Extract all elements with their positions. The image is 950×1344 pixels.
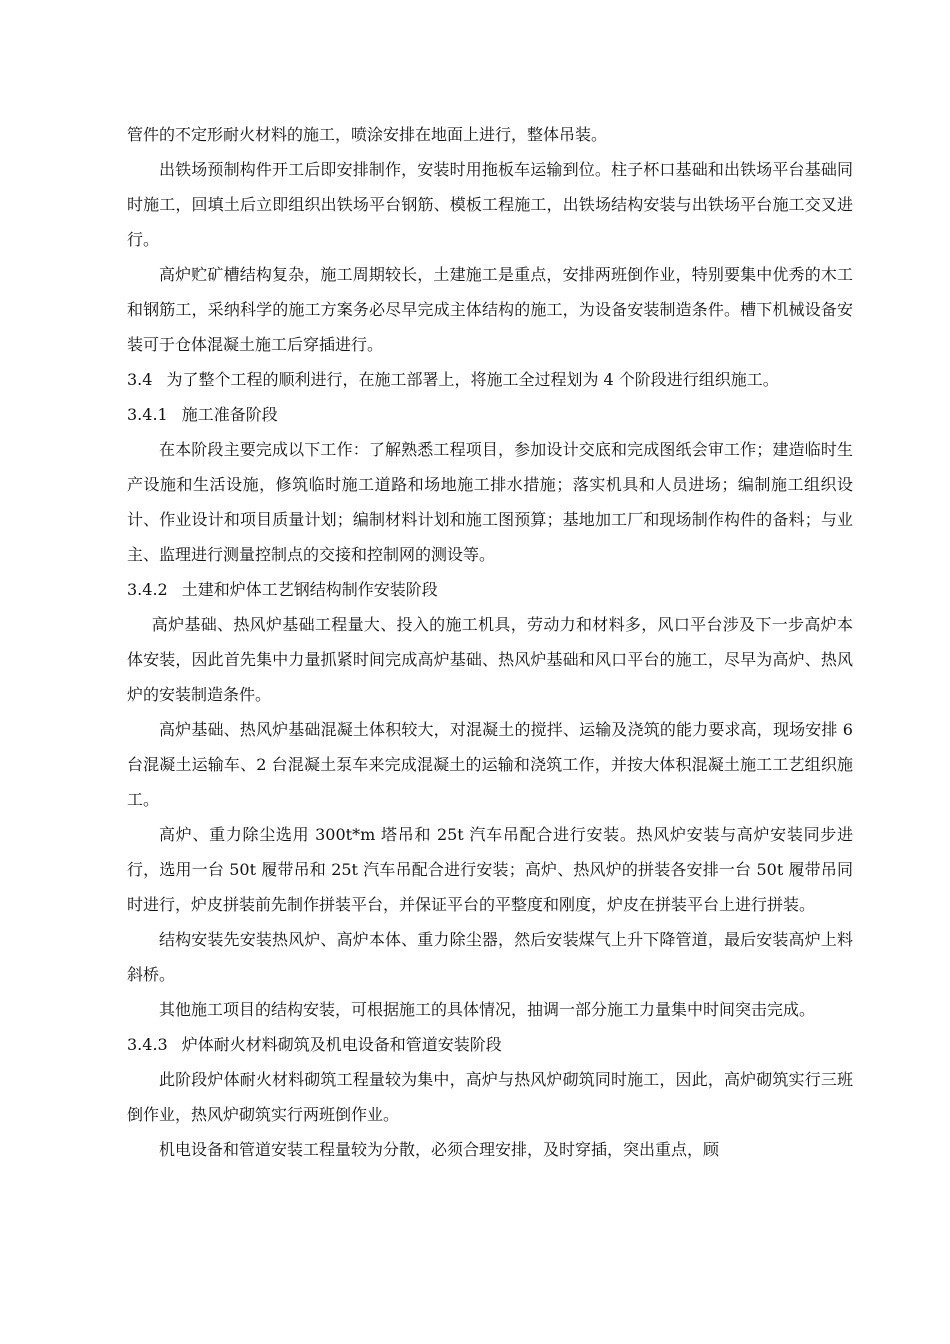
paragraph: 其他施工项目的结构安装，可根据施工的具体情况，抽调一部分施工力量集中时间突击完成。 (159, 1000, 816, 1019)
section-heading-text: 为了整个工程的顺利进行，在施工部署上，将施工全过程划为 4 个阶段进行组织施工。 (166, 370, 779, 389)
section-heading (127, 572, 853, 607)
section-heading-text: 炉体耐火材料砌筑及机电设备和管道安装阶段 (181, 1035, 502, 1054)
section-number: 3.4.3 (127, 1035, 168, 1054)
paragraph: 管件的不定形耐火材料的施工，喷涂安排在地面上进行，整体吊装。 (127, 125, 608, 144)
paragraph: 高炉贮矿槽结构复杂，施工周期较长，土建施工是重点，安排两班倒作业，特别要集中优秀的木工和钢筋工，采纳科学的施工方案务必尽早完成主体结构的施工，为设备安装制造条件。槽下机械设备安装可于仓体混凝土施工后穿插进行。 (127, 265, 853, 354)
section-number: 3.4.2 (127, 580, 168, 599)
paragraph: 高炉基础、热风炉基础混凝土体积较大，对混凝土的搅拌、运输及浇筑的能力要求高，现场安排 6 台混凝土运输车、2 台混凝土泵车来完成混凝土的运输和浇筑工作，并按大体积混凝土施工工艺组织施工。 (127, 720, 853, 809)
section-number: 3.4 (127, 370, 153, 389)
section-heading (127, 397, 853, 432)
section-heading (127, 362, 853, 397)
paragraph: 高炉、重力除尘选用 300t*m 塔吊和 25t 汽车吊配合进行安装。热风炉安装与高炉安装同步进行，选用一台 50t 履带吊和 25t 汽车吊配合进行安装；高炉、热风炉的拼装各安排一台 50t 履带吊同时进行，炉皮拼装前先制作拼装平台，并保证平台的平整度和刚度，炉皮在拼装平台上进行拼装。 (127, 825, 853, 914)
document-page (127, 117, 853, 1167)
paragraph: 结构安装先安装热风炉、高炉本体、重力除尘器，然后安装煤气上升下降管道，最后安装高炉上料斜桥。 (127, 930, 853, 984)
paragraph: 在本阶段主要完成以下工作：了解熟悉工程项目，参加设计交底和完成图纸会审工作；建造临时生产设施和生活设施，修筑临时施工道路和场地施工排水措施；落实机具和人员进场；编制施工组织设计、作业设计和项目质量计划；编制材料计划和施工图预算；基地加工厂和现场制作构件的备料；与业主、监理进行测量控制点的交接和控制网的测设等。 (127, 440, 853, 564)
paragraph: 高炉基础、热风炉基础工程量大、投入的施工机具，劳动力和材料多，风口平台涉及下一步高炉本体安装，因此首先集中力量抓紧时间完成高炉基础、热风炉基础和风口平台的施工，尽早为高炉、热风炉的安装制造条件。 (127, 615, 853, 704)
paragraph: 机电设备和管道安装工程量较为分散，必须合理安排，及时穿插，突出重点，顾 (159, 1140, 720, 1159)
section-heading-text: 土建和炉体工艺钢结构制作安装阶段 (181, 580, 438, 599)
paragraph: 出铁场预制构件开工后即安排制作，安装时用拖板车运输到位。柱子杯口基础和出铁场平台基础同时施工，回填土后立即组织出铁场平台钢筋、模板工程施工，出铁场结构安装与出铁场平台施工交叉进行。 (127, 160, 853, 249)
section-number: 3.4.1 (127, 405, 168, 424)
paragraph: 此阶段炉体耐火材料砌筑工程量较为集中，高炉与热风炉砌筑同时施工，因此，高炉砌筑实行三班倒作业，热风炉砌筑实行两班倒作业。 (127, 1070, 853, 1124)
section-heading (127, 1027, 853, 1062)
section-heading-text: 施工准备阶段 (181, 405, 278, 424)
